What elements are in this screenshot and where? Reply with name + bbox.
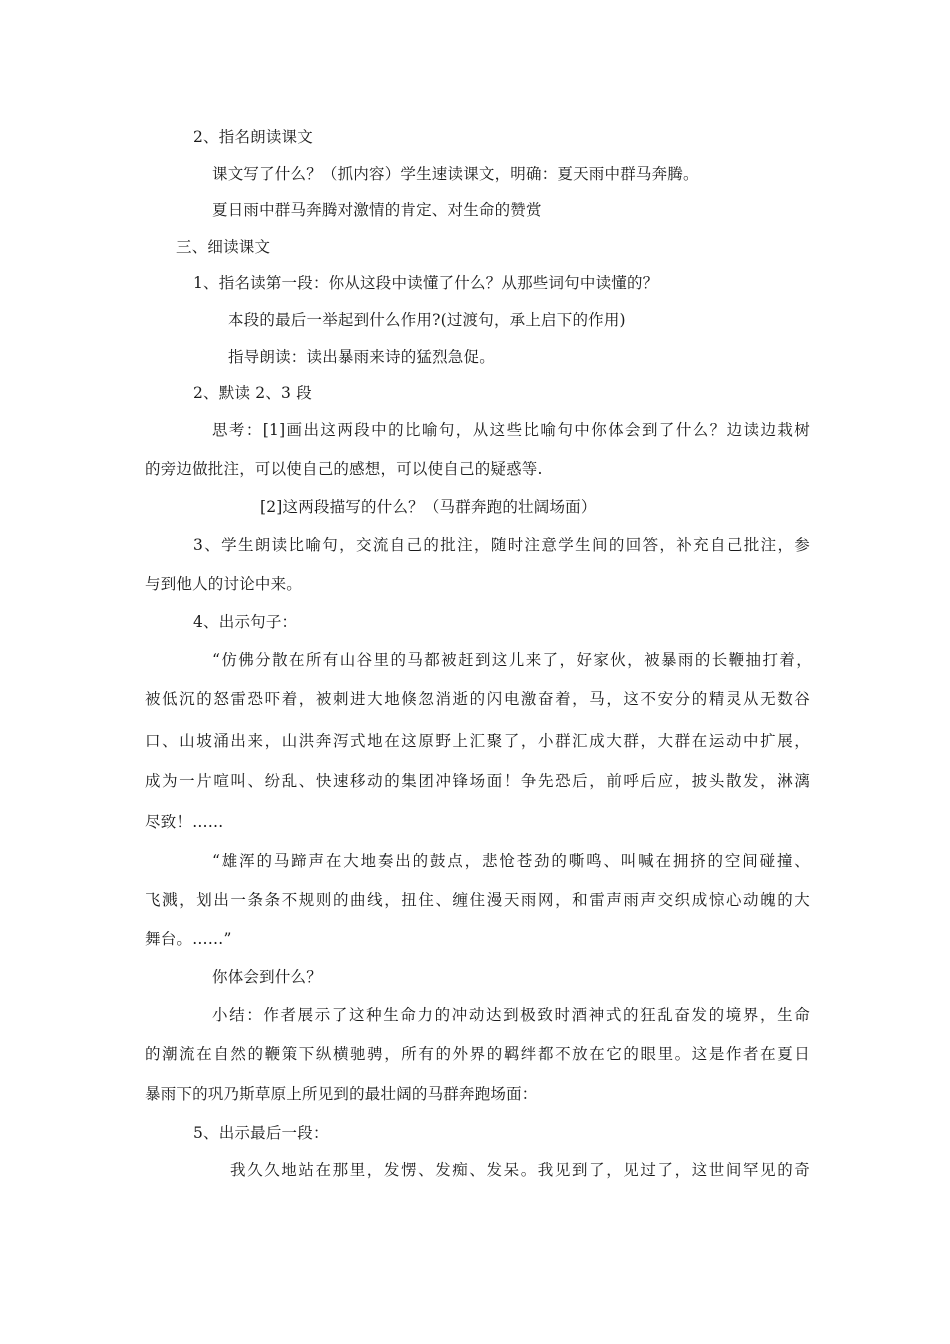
paragraph-line: 思考：[1]画出这两段中的比喻句，从这些比喻句中你体会到了什么？边读边栽树	[212, 421, 810, 439]
paragraph-line: 的旁边做批注，可以使自己的感想，可以使自己的疑惑等.	[145, 460, 543, 478]
section-heading: 4、出示句子：	[193, 613, 298, 631]
section-heading: 2、默读 2、3 段	[193, 384, 312, 402]
paragraph-line: 我久久地站在那里，发愣、发痴、发呆。我见到了，见过了，这世间罕见的奇	[230, 1161, 810, 1179]
section-heading: 2、指名朗读课文	[193, 128, 313, 146]
quote-line: 被低沉的怒雷恐吓着，被刺进大地倏忽消逝的闪电激奋着，马，这不安分的精灵从无数谷	[145, 690, 810, 708]
paragraph-line: [2]这两段描写的什么？（马群奔跑的壮阔场面）	[260, 498, 597, 516]
quote-line: 成为一片喧叫、纷乱、快速移动的集团冲锋场面！争先恐后，前呼后应，披头散发，淋漓	[145, 772, 810, 790]
quote-line: 飞溅，划出一条条不规则的曲线，扭住、缠住漫天雨网，和雷声雨声交织成惊心动魄的大	[145, 891, 810, 909]
quote-line: 口、山坡涌出来，山洪奔泻式地在这原野上汇聚了，小群汇成大群，大群在运动中扩展，	[145, 732, 810, 750]
paragraph-line: 与到他人的讨论中来。	[145, 575, 303, 593]
summary-line: 暴雨下的巩乃斯草原上所见到的最壮阔的马群奔跑场面：	[145, 1085, 538, 1103]
paragraph-line: 夏日雨中群马奔腾对激情的肯定、对生命的赞赏	[212, 201, 542, 219]
quote-line: 尽致！……	[145, 813, 224, 831]
paragraph-line: 课文写了什么？（抓内容）学生速读课文，明确：夏天雨中群马奔腾。	[212, 165, 699, 183]
paragraph-line: 3、学生朗读比喻句，交流自己的批注，随时注意学生间的回答，补充自己批注，参	[193, 536, 810, 554]
paragraph-line: 你体会到什么？	[212, 968, 322, 986]
paragraph-line: 指导朗读：读出暴雨来诗的猛烈急促。	[228, 348, 495, 366]
section-heading: 5、出示最后一段：	[193, 1124, 329, 1142]
summary-line: 小结：作者展示了这种生命力的冲动达到极致时酒神式的狂乱奋发的境界，生命	[212, 1006, 810, 1024]
summary-line: 的潮流在自然的鞭策下纵横驰骋，所有的外界的羁绊都不放在它的眼里。这是作者在夏日	[145, 1045, 810, 1063]
quote-line: 舞台。……”	[145, 930, 232, 948]
paragraph-line: 1、指名读第一段：你从这段中读懂了什么？从那些词句中读懂的？	[193, 274, 659, 292]
paragraph-line: 本段的最后一举起到什么作用?(过渡句，承上启下的作用)	[228, 311, 626, 329]
section-heading: 三、细读课文	[176, 238, 271, 256]
quote-line: “雄浑的马蹄声在大地奏出的鼓点，悲怆苍劲的嘶鸣、叫喊在拥挤的空间碰撞、	[212, 852, 810, 870]
quote-line: “仿佛分散在所有山谷里的马都被赶到这儿来了，好家伙，被暴雨的长鞭抽打着，	[212, 651, 812, 669]
